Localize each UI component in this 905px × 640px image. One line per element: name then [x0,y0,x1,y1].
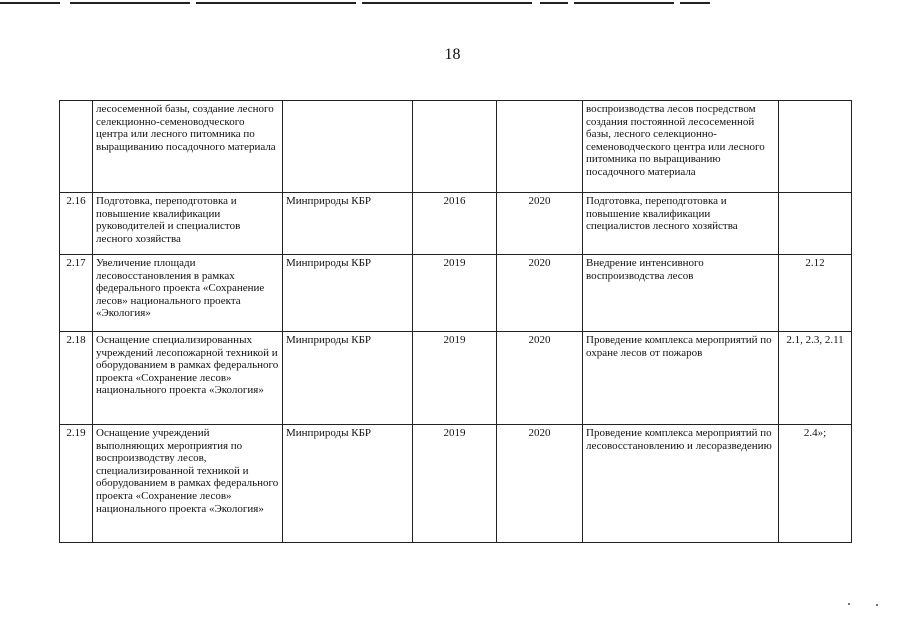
start-year: 2016 [413,193,497,255]
row-number: 2.17 [60,255,93,332]
start-year: 2019 [413,425,497,543]
row-number [60,101,93,193]
event-name: Увеличение площади лесовосстановления в рамках федерального проекта «Сохранение лесов» национального проекта «Экология» [93,255,283,332]
expected-result: Подготовка, переподготовка и повышение квалификации специалистов лесного хозяйства [583,193,779,255]
indicator-link: 2.1, 2.3, 2.11 [779,332,852,425]
event-name: Оснащение специализированных учреждений лесопожарной техникой и оборудованием в рамках федерального проекта «Сохранение лесов» национального проекта «Экология» [93,332,283,425]
indicator-link [779,101,852,193]
row-number: 2.19 [60,425,93,543]
table-row [60,425,852,543]
end-year: 2020 [497,193,583,255]
executor: Минприроды КБР [283,332,413,425]
expected-result: Проведение комплекса мероприятий по лесовосстановлению и лесоразведению [583,425,779,543]
end-year [497,101,583,193]
page-number: 18 [444,46,461,63]
executor: Минприроды КБР [283,255,413,332]
row-number: 2.18 [60,332,93,425]
event-name: Подготовка, переподготовка и повышение квалификации руководителей и специалистов лесного хозяйства [93,193,283,255]
end-year: 2020 [497,255,583,332]
executor: Минприроды КБР [283,193,413,255]
table-row [60,193,852,255]
table-row [60,255,852,332]
start-year: 2019 [413,332,497,425]
table-row [60,101,852,193]
expected-result: Проведение комплекса мероприятий по охране лесов от пожаров [583,332,779,425]
start-year [413,101,497,193]
indicator-link: 2.12 [779,255,852,332]
end-year: 2020 [497,332,583,425]
executor [283,101,413,193]
event-name: лесосеменной базы, создание лесного селекционно-семеноводческого центра или лесного питомника по выращиванию посадочного материала [93,101,283,193]
table-row [60,332,852,425]
expected-result: воспроизводства лесов посредством создания постоянной лесосеменной базы, лесного селекционно-семеноводческого центра или лесного питомника по выращиванию посадочного материала [583,101,779,193]
indicator-link: 2.4»; [779,425,852,543]
indicator-link [779,193,852,255]
end-year: 2020 [497,425,583,543]
program-events-table [59,100,852,543]
scan-edge-artifact [0,1,905,6]
expected-result: Внедрение интенсивного воспроизводства лесов [583,255,779,332]
start-year: 2019 [413,255,497,332]
row-number: 2.16 [60,193,93,255]
executor: Минприроды КБР [283,425,413,543]
event-name: Оснащение учреждений выполняющих мероприятия по воспроизводству лесов, специализированной техникой и оборудованием в рамках федерального проекта «Сохранение лесов» национального проекта «Экология» [93,425,283,543]
